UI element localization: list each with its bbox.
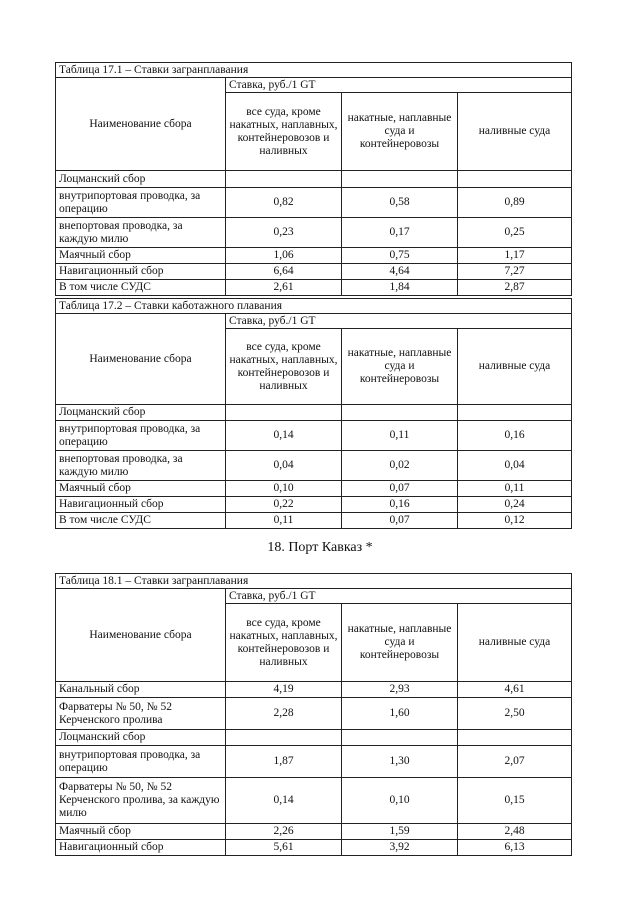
cell-value xyxy=(226,405,342,421)
row-name: Навигационный сбор xyxy=(56,840,226,856)
cell-value: 7,27 xyxy=(458,264,572,280)
table-row xyxy=(56,451,572,481)
column-header-ro-ro: накатные, наплавные суда и контейнеровозы xyxy=(342,329,458,405)
cell-value xyxy=(458,405,572,421)
cell-value: 1,17 xyxy=(458,248,572,264)
rate-header: Ставка, руб./1 GT xyxy=(226,314,572,329)
cell-value xyxy=(342,405,458,421)
cell-value: 4,19 xyxy=(226,682,342,698)
cell-value: 2,48 xyxy=(458,824,572,840)
cell-value: 0,23 xyxy=(226,218,342,248)
cell-value: 6,64 xyxy=(226,264,342,280)
cell-value: 0,16 xyxy=(458,421,572,451)
cell-value xyxy=(226,171,342,188)
column-header-tankers: наливные суда xyxy=(458,604,572,682)
section-heading: 18. Порт Кавказ * xyxy=(267,540,373,555)
column-header-all-vessels: все суда, кроме накатных, наплавных, контейнеровозов и наливных xyxy=(226,329,342,405)
cell-value: 2,93 xyxy=(342,682,458,698)
table-title: Таблица 17.2 – Ставки каботажного плавания xyxy=(56,299,572,314)
row-name: внутрипортовая проводка, за операцию xyxy=(56,421,226,451)
cell-value: 2,07 xyxy=(458,746,572,778)
row-name: Навигационный сбор xyxy=(56,264,226,280)
cell-value: 0,12 xyxy=(458,513,572,529)
cell-value: 0,15 xyxy=(458,778,572,824)
row-name: внутрипортовая проводка, за операцию xyxy=(56,188,226,218)
row-name: Лоцманский сбор xyxy=(56,405,226,421)
column-header-all-vessels: все суда, кроме накатных, наплавных, контейнеровозов и наливных xyxy=(226,604,342,682)
table-row xyxy=(56,778,572,824)
table-row xyxy=(56,682,572,698)
cell-value: 0,04 xyxy=(226,451,342,481)
row-name: В том числе СУДС xyxy=(56,513,226,529)
cell-value: 1,87 xyxy=(226,746,342,778)
cell-value: 5,61 xyxy=(226,840,342,856)
table-title: Таблица 17.1 – Ставки загранплавания xyxy=(56,63,572,78)
row-name: Маячный сбор xyxy=(56,248,226,264)
cell-value: 0,14 xyxy=(226,421,342,451)
table-row xyxy=(56,730,572,746)
cell-value: 2,61 xyxy=(226,280,342,296)
table-17-1 xyxy=(55,62,572,296)
cell-value: 1,06 xyxy=(226,248,342,264)
cell-value: 4,61 xyxy=(458,682,572,698)
cell-value: 2,26 xyxy=(226,824,342,840)
cell-value: 0,10 xyxy=(342,778,458,824)
row-name: Канальный сбор xyxy=(56,682,226,698)
row-name: В том числе СУДС xyxy=(56,280,226,296)
table-row xyxy=(56,824,572,840)
table-17-2 xyxy=(55,298,572,529)
cell-value: 0,89 xyxy=(458,188,572,218)
cell-value: 0,82 xyxy=(226,188,342,218)
table-row xyxy=(56,481,572,497)
cell-value: 0,22 xyxy=(226,497,342,513)
rate-header: Ставка, руб./1 GT xyxy=(226,589,572,604)
cell-value: 0,04 xyxy=(458,451,572,481)
column-header-all-vessels: все суда, кроме накатных, наплавных, контейнеровозов и наливных xyxy=(226,93,342,171)
table-row xyxy=(56,171,572,188)
row-name: Маячный сбор xyxy=(56,481,226,497)
cell-value: 0,02 xyxy=(342,451,458,481)
column-header-tankers: наливные суда xyxy=(458,329,572,405)
cell-value: 0,24 xyxy=(458,497,572,513)
column-header-name: Наименование сбора xyxy=(56,589,226,682)
column-header-name: Наименование сбора xyxy=(56,78,226,171)
cell-value: 2,28 xyxy=(226,698,342,730)
cell-value xyxy=(458,171,572,188)
row-name: внепортовая проводка, за каждую милю xyxy=(56,218,226,248)
cell-value: 0,75 xyxy=(342,248,458,264)
table-row xyxy=(56,218,572,248)
cell-value: 0,07 xyxy=(342,481,458,497)
cell-value: 6,13 xyxy=(458,840,572,856)
cell-value xyxy=(226,730,342,746)
cell-value: 4,64 xyxy=(342,264,458,280)
table-row xyxy=(56,280,572,296)
table-row xyxy=(56,421,572,451)
cell-value: 0,25 xyxy=(458,218,572,248)
column-header-ro-ro: накатные, наплавные суда и контейнеровозы xyxy=(342,604,458,682)
row-name: внутрипортовая проводка, за операцию xyxy=(56,746,226,778)
column-header-tankers: наливные суда xyxy=(458,93,572,171)
cell-value: 0,11 xyxy=(226,513,342,529)
cell-value: 1,60 xyxy=(342,698,458,730)
cell-value: 0,11 xyxy=(342,421,458,451)
row-name: Лоцманский сбор xyxy=(56,730,226,746)
row-name: Маячный сбор xyxy=(56,824,226,840)
rate-header: Ставка, руб./1 GT xyxy=(226,78,572,93)
cell-value xyxy=(458,730,572,746)
table-row xyxy=(56,497,572,513)
column-header-name: Наименование сбора xyxy=(56,314,226,405)
cell-value: 3,92 xyxy=(342,840,458,856)
row-name: Лоцманский сбор xyxy=(56,171,226,188)
cell-value: 1,30 xyxy=(342,746,458,778)
cell-value: 0,17 xyxy=(342,218,458,248)
table-title: Таблица 18.1 – Ставки загранплавания xyxy=(56,574,572,589)
cell-value: 2,87 xyxy=(458,280,572,296)
table-row xyxy=(56,513,572,529)
cell-value: 2,50 xyxy=(458,698,572,730)
cell-value: 0,11 xyxy=(458,481,572,497)
cell-value xyxy=(342,730,458,746)
table-row xyxy=(56,746,572,778)
table-row xyxy=(56,264,572,280)
row-name: Навигационный сбор xyxy=(56,497,226,513)
table-row xyxy=(56,698,572,730)
cell-value: 0,16 xyxy=(342,497,458,513)
cell-value: 1,84 xyxy=(342,280,458,296)
row-name: Фарватеры № 50, № 52 Керченского пролива, за каждую милю xyxy=(56,778,226,824)
row-name: внепортовая проводка, за каждую милю xyxy=(56,451,226,481)
cell-value: 0,10 xyxy=(226,481,342,497)
table-row xyxy=(56,405,572,421)
table-18-1 xyxy=(55,573,572,856)
cell-value: 0,58 xyxy=(342,188,458,218)
row-name: Фарватеры № 50, № 52 Керченского пролива xyxy=(56,698,226,730)
table-row xyxy=(56,840,572,856)
cell-value: 1,59 xyxy=(342,824,458,840)
cell-value: 0,14 xyxy=(226,778,342,824)
cell-value xyxy=(342,171,458,188)
column-header-ro-ro: накатные, наплавные суда и контейнеровозы xyxy=(342,93,458,171)
table-row xyxy=(56,188,572,218)
cell-value: 0,07 xyxy=(342,513,458,529)
table-row xyxy=(56,248,572,264)
